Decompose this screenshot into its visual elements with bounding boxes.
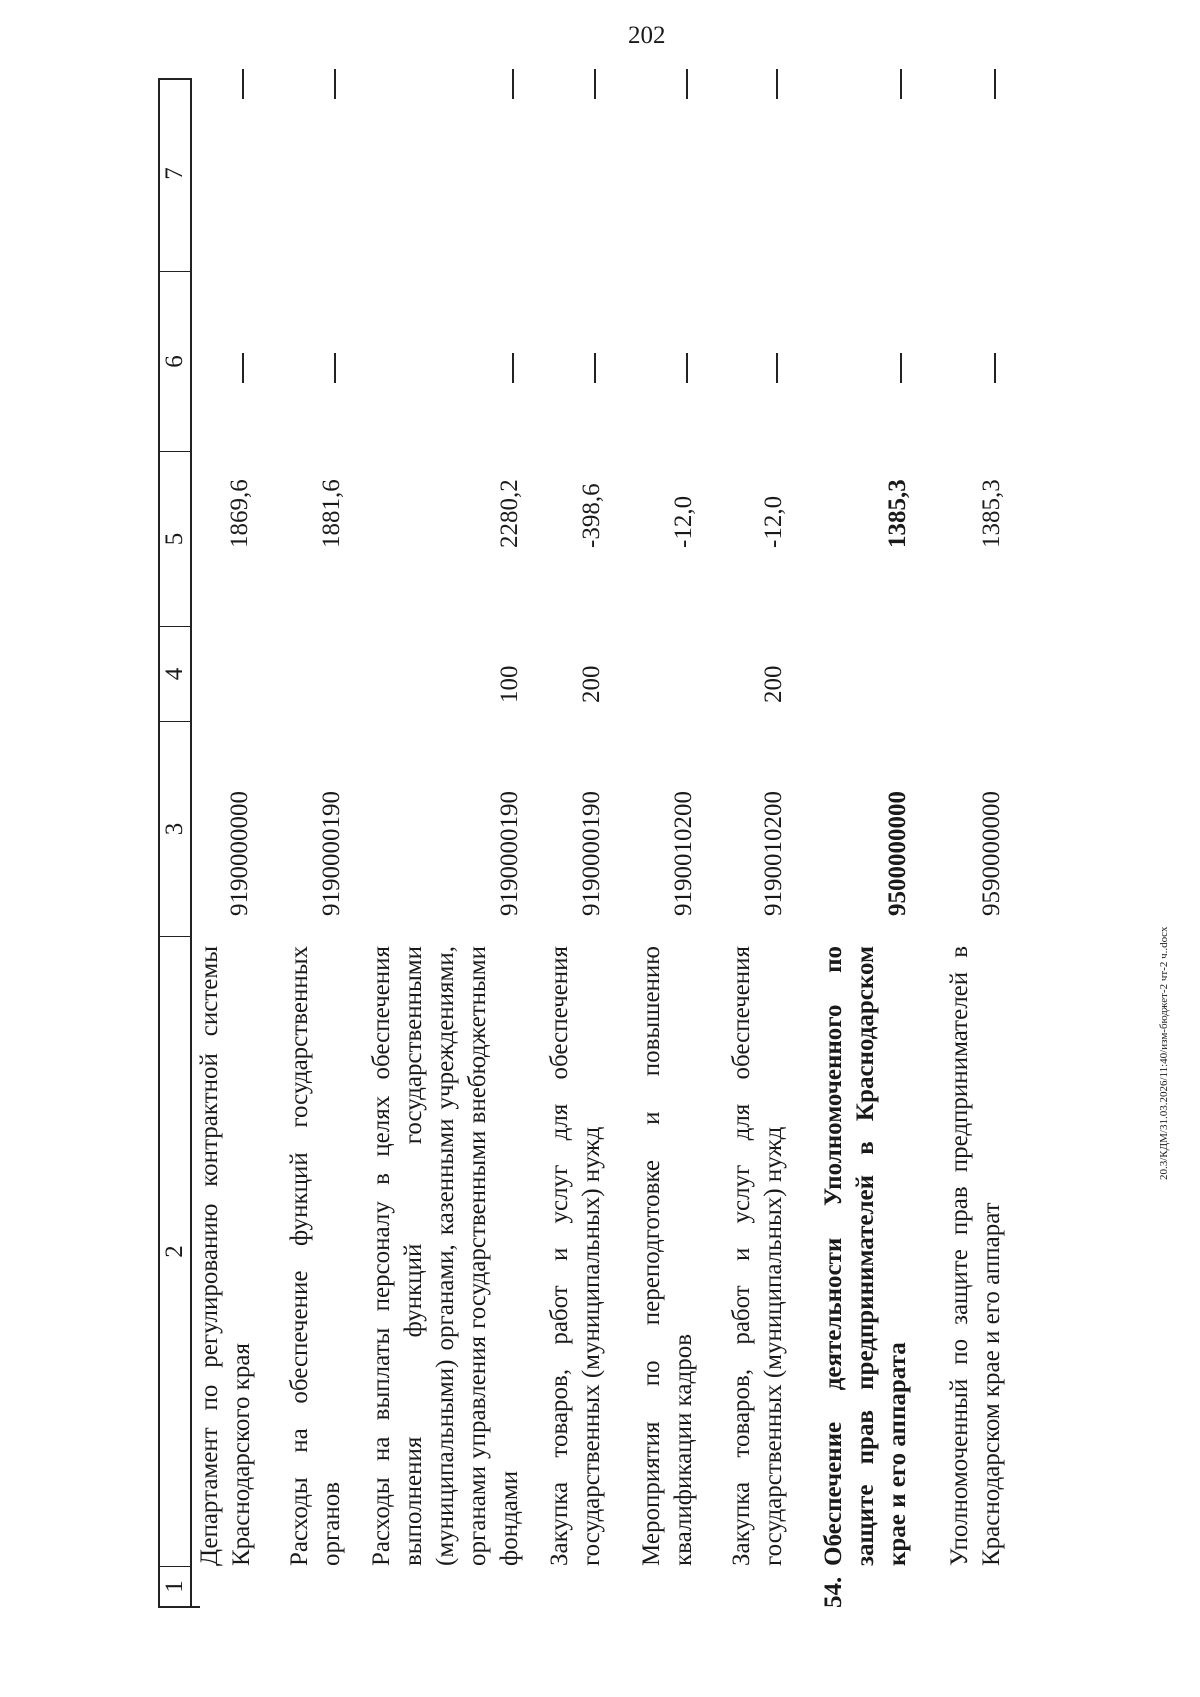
row-code: 9190010200 — [670, 791, 697, 916]
row-vr: 200 — [578, 665, 605, 703]
header-col-5: 5 — [160, 451, 190, 626]
row-col7-dash — [512, 69, 514, 99]
header-col-2: 2 — [160, 936, 190, 1566]
table-left-border — [192, 1606, 200, 1608]
row-name: Закупка товаров, работ и услуг для обеспечения государственных (муниципальных) нужд — [546, 946, 605, 1566]
header-col-7: 7 — [161, 167, 188, 180]
row-col7-dash — [242, 69, 244, 99]
row-col7-dash — [334, 69, 336, 99]
page-number: 202 — [628, 22, 666, 49]
row-col7-dash — [994, 69, 996, 99]
row-name: Обеспечение деятельности Уполномоченного по защите прав предпринимателей в Краснодарском крае и его аппарата — [820, 946, 911, 1566]
row-col6-dash — [512, 353, 514, 383]
header-col-3: 3 — [160, 721, 190, 936]
row-col7-dash — [686, 69, 688, 99]
header-col-1: 1 — [160, 1566, 190, 1606]
row-col7-dash — [594, 69, 596, 99]
row-col6-dash — [242, 353, 244, 383]
row-col6-dash — [334, 353, 336, 383]
row-sum: 1869,6 — [226, 479, 253, 548]
row-sum: 1385,3 — [978, 479, 1005, 548]
row-name: Уполномоченный по защите прав предпринимателей в Краснодарском крае и его аппарат — [946, 946, 1005, 1566]
row-vr: 200 — [760, 665, 787, 703]
row-sum: 1385,3 — [884, 479, 911, 548]
budget-table — [158, 63, 1118, 1608]
row-number: 54. — [820, 1576, 847, 1608]
row-code: 9190000190 — [496, 791, 523, 916]
row-code: 9190000190 — [318, 791, 345, 916]
table-header-row — [158, 78, 192, 1608]
row-code: 9190000190 — [578, 791, 605, 916]
row-col6-dash — [776, 353, 778, 383]
row-sum: -12,0 — [760, 495, 787, 548]
row-name: Департамент по регулированию контрактной системы Краснодарского края — [196, 946, 255, 1566]
row-col6-dash — [594, 353, 596, 383]
header-col-4: 4 — [160, 626, 190, 721]
row-sum: 2280,2 — [496, 479, 523, 548]
row-col6-dash — [686, 353, 688, 383]
row-col7-dash — [900, 69, 902, 99]
row-sum: 1881,6 — [318, 479, 345, 548]
row-name: Расходы на обеспечение функций государственных органов — [286, 946, 345, 1566]
row-name: Закупка товаров, работ и услуг для обеспечения государственных (муниципальных) нужд — [728, 946, 787, 1566]
row-code: 9590000000 — [978, 791, 1005, 916]
row-vr: 100 — [496, 665, 523, 703]
header-col-6: 6 — [160, 271, 190, 451]
row-code: 9500000000 — [884, 791, 911, 916]
row-name: Мероприятия по переподготовке и повышению квалификации кадров — [638, 946, 697, 1566]
row-col6-dash — [994, 353, 996, 383]
row-code: 9190000000 — [226, 791, 253, 916]
row-sum: -12,0 — [670, 495, 697, 548]
row-code: 9190010200 — [760, 791, 787, 916]
row-col6-dash — [900, 353, 902, 383]
row-col7-dash — [776, 69, 778, 99]
row-name: Расходы на выплаты персоналу в целях обеспечения выполнения функций государственными (муниципальными) органами, казенными учреждениями, органами управления государственными внебюджетными фондами — [368, 946, 523, 1566]
document-footer-code: 20.3/КДМ/31.03.2026/11:40/изм-бюджет-2 чт-2 ч..docx — [1158, 926, 1170, 1180]
row-sum: -398,6 — [578, 483, 605, 548]
